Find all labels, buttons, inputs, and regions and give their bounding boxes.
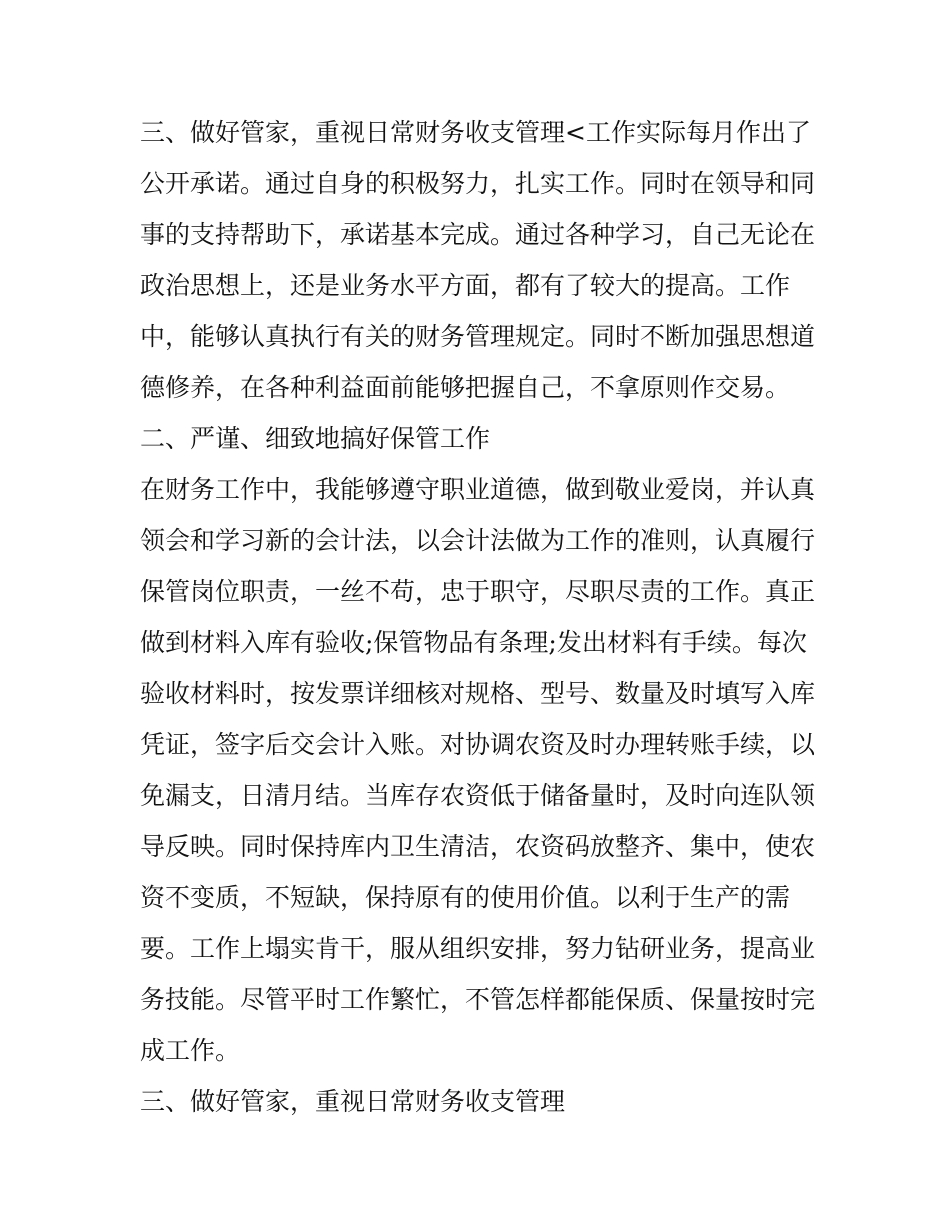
text-line: 成工作。 [140, 1036, 241, 1065]
text-line: 政治思想上，还是业务水平方面，都有了较大的提高。工作 [140, 271, 791, 300]
text-line: 领会和学习新的会计法，以会计法做为工作的准则，认真履行 [140, 526, 816, 555]
text-line: 做到材料入库有验收;保管物品有条理;发出材料有手续。每次 [140, 628, 807, 657]
text-line: 公开承诺。通过自身的积极努力，扎实工作。同时在领导和同 [140, 169, 816, 198]
text-line: 免漏支，日清月结。当库存农资低于储备量时，及时向连队领 [140, 781, 816, 810]
text-line: 事的支持帮助下，承诺基本完成。通过各种学习，自己无论在 [140, 220, 816, 249]
text-line: 中，能够认真执行有关的财务管理规定。同时不断加强思想道 [140, 322, 816, 351]
text-line: 导反映。同时保持库内卫生清洁，农资码放整齐、集中，使农 [140, 832, 816, 861]
text-line: 务技能。尽管平时工作繁忙，不管怎样都能保质、保量按时完 [140, 985, 816, 1014]
text-line: 保管岗位职责，一丝不苟，忠于职守，尽职尽责的工作。真正 [140, 577, 816, 606]
text-line: 要。工作上塌实肯干，服从组织安排，努力钻研业务，提高业 [140, 934, 816, 963]
text-line: 德修养，在各种利益面前能够把握自己，不拿原则作交易。 [140, 373, 791, 402]
text-line: 在财务工作中，我能够遵守职业道德，做到敬业爱岗，并认真 [140, 475, 816, 504]
document-body [140, 107, 820, 1127]
section-heading: 三、做好管家，重视日常财务收支管理 [140, 1087, 566, 1116]
text-line: 验收材料时，按发票详细核对规格、型号、数量及时填写入库 [140, 679, 816, 708]
text-line: 资不变质，不短缺，保持原有的使用价值。以利于生产的需 [140, 883, 791, 912]
section-heading: 二、严谨、细致地搞好保管工作 [140, 424, 491, 453]
text-line: 三、做好管家，重视日常财务收支管理<工作实际每月作出了 [140, 118, 811, 147]
text-line: 凭证，签字后交会计入账。对协调农资及时办理转账手续，以 [140, 730, 816, 759]
